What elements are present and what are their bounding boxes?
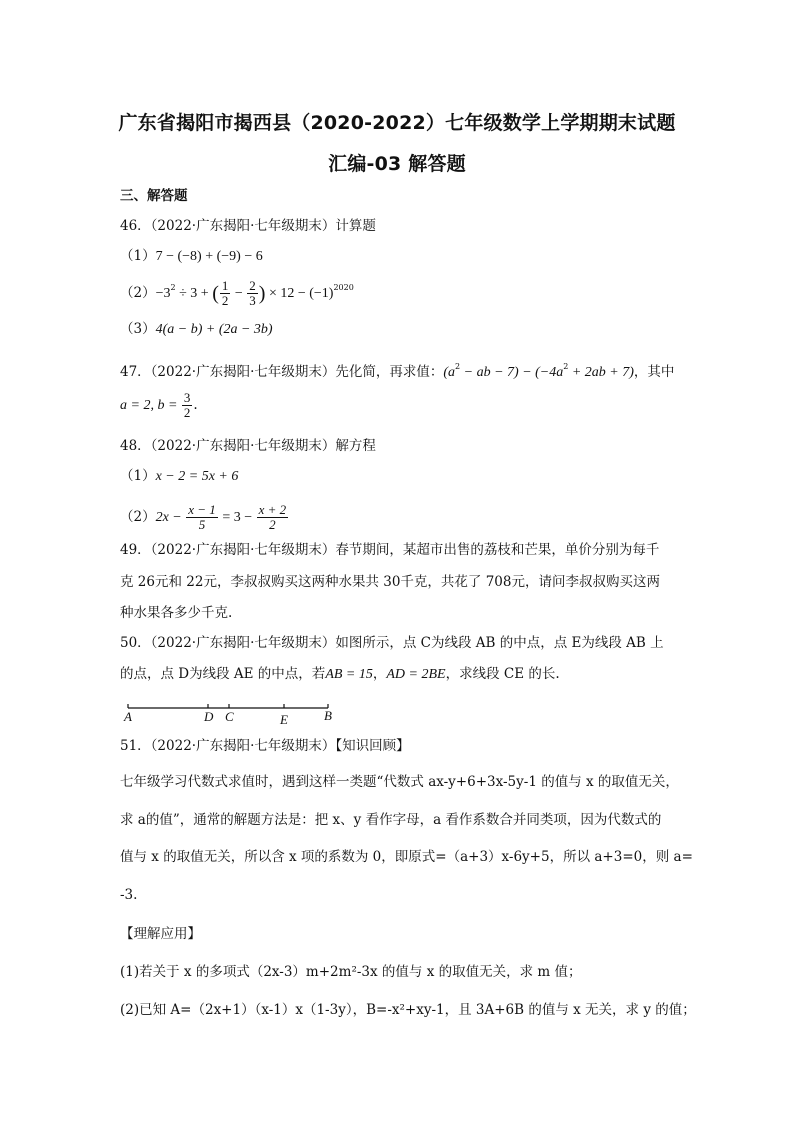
q46-part3-label: （3） [120, 321, 156, 337]
point-label-b: B [324, 708, 332, 723]
q48-part1: （1）x − 2 = 5x + 6 [120, 468, 239, 484]
q46-fraction-1: $\frac{1}{2}$ [221, 278, 229, 308]
q48-fraction-1: $\frac{x - 1}{5}$ [188, 502, 216, 532]
q46-fraction-2: $\frac{2}{3}$ [249, 278, 256, 308]
q46-part2-c-exp: 2020 [333, 283, 354, 292]
q51-question1: (1)若关于 x 的多项式（2x-3）m+2m²-3x 的值与 x 的取值无关，求 m 值； [120, 964, 582, 980]
point-label-d: D [204, 709, 214, 724]
q46-part2: $(2)-3^2 \div 3$ + ( $\frac{1}{2}$ − $\frac{2}{3}$ ) × $12 - (-1)^{2020}$ [120, 278, 354, 308]
q51-line1: 七年级学习代数式求值时，遇到这样一类题“代数式 ax-y+6+3x-5y-1 的值与 x 的取值无关， [120, 774, 679, 790]
q47-text-b: ，其中 [633, 364, 675, 380]
q47-line1: 47．（2022·广东揭阳·七年级期末）先化简，再求值：($a^2$ − ab − $7) - (-4a^2 + 2ab + 7)$，其中 [120, 362, 675, 380]
q46-part2-b: ÷ 3 + [175, 286, 213, 301]
section-heading: 三、解答题 [120, 188, 188, 204]
q48-part1-expr: x − 2 = 5x + 6 [155, 469, 239, 484]
q50-expr-ab: AB = 15 [325, 667, 373, 682]
q51-line4: -3. [120, 887, 138, 903]
q51-line3: 值与 x 的取值无关，所以含 x 项的系数为 0，即原式=（a+3）x-6y+5，所以 a+3=0，则 a= [120, 849, 693, 865]
q46-header: 46．（2022·广东揭阳·七年级期末）计算题 [120, 218, 376, 234]
q48-fraction-2: $\frac{x + 2}{2}$ [258, 502, 287, 532]
q46-part1-label: （1） [120, 248, 156, 264]
q47-condition: a = 2, b = [120, 398, 181, 413]
q50-line1: 50．（2022·广东揭阳·七年级期末）如图所示，点 C为线段 AB 的中点，点 E为线段 AB 上 [120, 635, 664, 651]
q47-text-a: 47．（2022·广东揭阳·七年级期末）先化简，再求值： [120, 364, 444, 380]
q47-line2: a = 2, b = $\frac{3}{2}$ . [120, 390, 198, 420]
q46-part2-label: （2） [120, 285, 156, 301]
q46-part2-c: × 12 − (−1) [265, 286, 334, 301]
q49-line3: 种水果各多少千克. [120, 605, 233, 621]
q46-part3-expr: 4(a − b) + (2a − 3b) [155, 322, 273, 337]
q51-question2: (2)已知 A=（2x+1）（x-1）x（1-3y），B=-x²+xy-1，且 3A+6B 的值与 x 无关，求 y 的值； [120, 1002, 696, 1018]
q51-subheading: 【理解应用】 [120, 926, 201, 942]
document-title-line1: 广东省揭阳市揭西县（2020-2022）七年级数学上学期期末试题 [118, 112, 676, 134]
q49-line1: 49．（2022·广东揭阳·七年级期末）春节期间，某超市出售的荔枝和芒果，单价分别为每千 [120, 542, 660, 558]
q48-part2: （2）2x − $\frac{x - 1}{5}$ = 3 − $\frac{x + 2}{2}$ [120, 502, 287, 532]
q46-part1-expr: 7 − (−8) + (−9) − 6 [155, 249, 263, 264]
q46-part3 [120, 320, 273, 339]
q46-part1 [120, 247, 263, 266]
q50-line2: 的点，点 D为线段 AE 的中点，若AB = 15，AD = 2BE，求线段 CE 的长. [120, 666, 560, 682]
q49-line2: 克 26元和 22元，李叔叔购买这两种水果共 30千克，共花了 708元，请问李叔叔购买这两 [120, 574, 660, 590]
q48-header: 48．（2022·广东揭阳·七年级期末）解方程 [120, 438, 376, 454]
q50-expr-ad: AD = 2BE [386, 667, 446, 682]
q46-part2-a-exp: 2 [170, 283, 176, 292]
q51-line2: 求 a的值”，通常的解题方法是：把 x、y 看作字母，a 看作系数合并同类项，因为代数式的 [120, 812, 662, 828]
q47-fraction: $\frac{3}{2}$ [183, 390, 191, 420]
q51-header: 51．（2022·广东揭阳·七年级期末）【知识回顾】 [120, 738, 410, 754]
point-label-e: E [280, 712, 288, 727]
point-label-a: A [124, 709, 132, 724]
document-title-line2: 汇编-03 解答题 [328, 153, 466, 175]
line-segment-figure [118, 700, 358, 728]
point-label-c: C [225, 709, 234, 724]
q46-part2-a: −3 [155, 286, 171, 301]
